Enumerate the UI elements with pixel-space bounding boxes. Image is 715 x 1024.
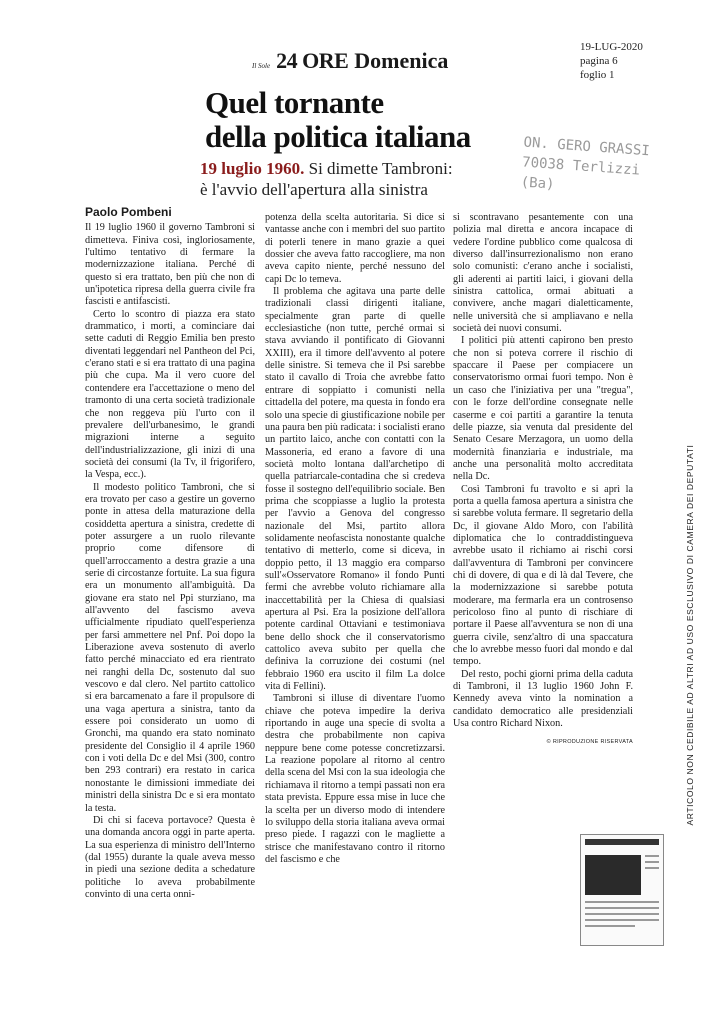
paragraph: potenza della scelta autoritaria. Si dice si vantasse anche con i membri del suo partito di poterli tenere in mano grazie a quei dossier che aveva fatto raccogliere, ma non aveva capito niente, perché nessuno del capi Dc lo temeva. <box>265 212 445 285</box>
masthead-logo: 24 ORE <box>276 48 349 73</box>
thumbnail-line <box>585 925 635 927</box>
thumbnail-photo <box>585 855 641 895</box>
article-column-3 <box>453 212 633 749</box>
masthead-small: Il Sole <box>252 62 271 70</box>
stamp-sheet: foglio 1 <box>580 69 615 81</box>
paragraph: Di chi si faceva portavoce? Questa è una domanda ancora oggi in parte aperta. La sua esperienza di ministro dell'Interno (dal 1955) durante la quale aveva messo in piedi una sezione dedita a schedature politiche lo aveva probabilmente convinto di una certa onni- <box>85 814 255 900</box>
deputy-stamp <box>520 132 684 203</box>
article-column-1 <box>85 206 255 901</box>
deputy-stamp-name: ON. GERO GRASSI <box>523 134 651 160</box>
article-column-2 <box>265 212 445 866</box>
stamp-page: pagina 6 <box>580 55 618 67</box>
deck-rest: Si dimette Tambroni: <box>304 159 453 178</box>
paragraph: Del resto, pochi giorni prima della caduta di Tambroni, il 13 luglio 1960 John F. Kennedy aveva vinto la nomination a candidato democratico alle presidenziali Usa contro Richard Nixon. <box>453 668 633 730</box>
masthead <box>252 48 448 74</box>
paragraph: si scontravano pesantemente con una polizia mal diretta e ancora incapace di vedere l'ordine pubblico come qualcosa di diverso dall'insurrezionalismo non erano solo comunisti: c'erano anche i socialisti, gli aderenti ai partiti laici, i giovani della sinistra cattolica, ormai abituati a convivere, anche magari dialetticamente, nelle università che si ampliavano e nella società dei nuovi consumi. <box>453 212 633 335</box>
press-stamp <box>580 40 643 82</box>
deputy-stamp-address: 70038 Terlizzi (Ba) <box>520 154 641 193</box>
page-thumbnail <box>580 834 664 946</box>
paragraph: Tambroni si illuse di diventare l'uomo chiave che poteva impedire la deriva riportando in auge una specie di svolta a destra che probabilmente non capiva neppure bene come potesse concretizzarsi. La reazione popolare al ritorno al centro della scena del Msi con la sua ideologia che richiamava il ritorno a tempi passati non era stata prevista. Eppure essa mise in luce che la scelta per un diverso modo di intendere lo sviluppo della storia italiana aveva ormai preso piede. I ragazzi con le magliette a strisce che manifestavano contro il ritorno del fascismo e che <box>265 693 445 865</box>
thumbnail-line <box>645 861 659 863</box>
headline <box>205 86 505 154</box>
thumbnail-line <box>585 919 659 921</box>
paragraph: Così Tambroni fu travolto e si aprì la porta a quella famosa apertura a sinistra che si sarebbe voluta fermare. Il segretario della Dc, il giovane Aldo Moro, con l'abilità diplomatica che lo contraddistingueva avrebbe usato il richiamo ai rischi corsi dall'avventura di Tambroni per convincere chi di dovere, di qua e di là dal Tevere, che la modernizzazione si sarebbe potuta moderare, ma fermarla era un controsenso pericoloso fino al punto di rischiare di portare il Paese all'avventura se non di una guerra civile, senz'altro di una spaccatura che lo avrebbe messo fuori dal mondo e dal tempo. <box>453 483 633 668</box>
thumbnail-line <box>585 907 659 909</box>
deck-date: 19 luglio 1960. <box>200 159 305 178</box>
stamp-date: 19-LUG-2020 <box>580 41 643 53</box>
headline-line-2: della politica italiana <box>205 119 471 154</box>
author: Paolo Pombeni <box>85 205 172 219</box>
thumbnail-title-bar <box>585 839 659 845</box>
paragraph: Certo lo scontro di piazza era stato drammatico, i morti, a cominciare dai sette caduti di Reggio Emilia ben presto diventati leggendari nel Pantheon del Pci, c'erano stati e si era trattato di una pagina più che cupa. Ma il vero cuore del contendere era l'accettazione o meno del tramonto di una certa società tradizionale che non reggeva più l'urto con il prevalere dell'urbanesimo, le grandi migrazioni interne a seguito dell'industrializzazione, gli inizi di una società dei consumi (la Tv, il frigorifero, la Vespa, ecc.). <box>85 308 255 481</box>
thumbnail-line <box>645 855 659 857</box>
thumbnail-line <box>585 901 659 903</box>
deck <box>200 158 530 200</box>
paragraph: Il 19 luglio 1960 il governo Tambroni si dimetteva. Finiva così, ingloriosamente, l'ultimo tentativo di fermare la modernizzazione italiana. Perché di questo si era trattato, ben più che non di un'ipotetica ripresa della guerra civile fra fascisti e antifascisti. <box>85 222 255 308</box>
headline-line-1: Quel tornante <box>205 85 384 120</box>
paragraph: Il problema che agitava una parte delle tradizionali classi dirigenti italiane, specialmente gran parte di quelle ecclesiastiche (non tutte, perché ormai si stava avviando il pontificato di Giovanni XXIII), era il timore dell'avvento al potere delle sinistre. Si temeva che il Psi sarebbe stato il cavallo di Troia che avrebbe fatto entrare di soppiatto i comunisti nella cittadella del potere, ma questa in fondo era solo una specie di giustificazione nobile per una paura ben più radicata: i socialisti erano un partito laico, anche con contatti con la Massoneria, ed erano a favore di una società molto lontana dall'archetipo di quella patriarcale-contadina che si credeva fosse il sostegno dell'equilibrio sociale. Ben prima che scoppiasse a luglio la protesta per l'avvio a Genova del congresso nazionale del Msi, partito allora solidamente neofascista nonostante qualche tentativo di metterlo, come si diceva, in doppio petto, il 13 maggio era comparso sull'«Osservatore Romano» il fondo Punti fermi che avrebbe voluto richiamare alla inaccettabilità per la Chiesa di qualsiasi apertura al Psi. Era la posizione dell'allora potente cardinal Ottaviani e testimoniava bene dello shock che il conservatorismo cattolico aveva subito per quella che definiva la corruzione dei costumi (nel febbraio 1960 era uscito il film La dolce vita di Fellini). <box>265 286 445 693</box>
masthead-section: Domenica <box>354 48 449 73</box>
thumbnail-line <box>645 867 659 869</box>
deck-line-2: è l'avvio dell'apertura alla sinistra <box>200 180 428 199</box>
paragraph: I politici più attenti capirono ben presto che non si poteva correre il rischio di spaccare il Paese per compiacere un conservatorismo ormai fuori tempo. Non è un caso che l'iniziativa per una "tregua", con le forze dell'ordine consegnate nelle caserme e coi partiti a garantire la tenuta delle piazze, sia venuta dal presidente del Senato Cesare Merzagora, un uomo della modernità finanziaria e industriale, ma anche una personalità molto accreditata nella Dc. <box>453 335 633 483</box>
copyright-notice: © RIPRODUZIONE RISERVATA <box>546 739 633 746</box>
thumbnail-line <box>585 913 659 915</box>
side-note <box>680 300 695 980</box>
paragraph: Il modesto politico Tambroni, che si era trovato per caso a gestire un governo ponte in attesa della maturazione della cosiddetta apertura a sinistra, credette di poter assurgere a un ruolo rilevante proprio come difensore di quell'arroccamento a destra grazie a una serie di circostanze fortuite. La sua figura era un monumento all'ambiguità. Da giovane era stato nel Ppi sturziano, ma all'avvento del fascismo aveva ufficialmente ripudiato quell'esperienza per farsi ammettere nel Pnf. Poi dopo la Liberazione aveva sostenuto di averlo fatto perché minacciato ed era rientrato nei ranghi della Dc, sostenuto dal suo vescovo e dal clero. Nel partito cattolico si era barcamenato a fare il propulsore di una vaga apertura a sinistra, tanto da essere poi considerato un uomo di Gronchi, ma quando era stato nominato presidente del Consiglio il 4 aprile 1960 con i voti della Dc e del Msi (300, contro ben 293 contrari) era restato in carica nonostante le dimissioni immediate dei ministri della sinistra Dc e si era montato la testa. <box>85 481 255 814</box>
side-note-text: ARTICOLO NON CEDIBILE AD ALTRI AD USO ESCLUSIVO DI CAMERA DEI DEPUTATI <box>685 444 695 826</box>
